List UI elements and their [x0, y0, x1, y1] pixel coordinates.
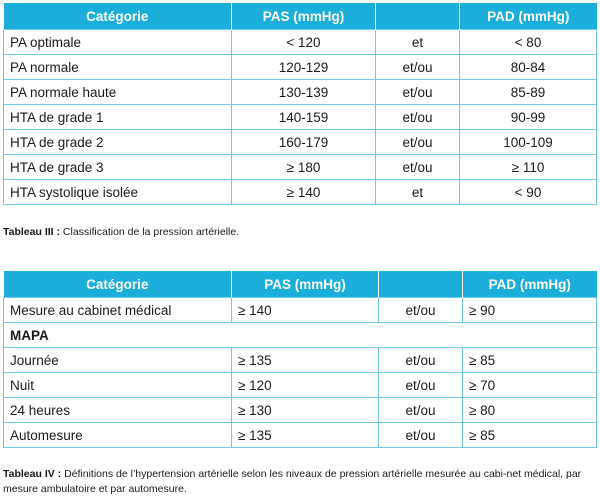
- pas-cell: 130-139: [232, 80, 376, 105]
- connector-cell: et/ou: [376, 155, 460, 180]
- caption-label: Tableau III :: [3, 226, 60, 238]
- pad-cell: 80-84: [460, 55, 597, 80]
- pas-cell: ≥ 135: [232, 423, 379, 448]
- connector-cell: et: [376, 30, 460, 55]
- connector-cell: et/ou: [376, 130, 460, 155]
- connector-cell: et/ou: [379, 373, 463, 398]
- pad-cell: ≥ 80: [463, 398, 597, 423]
- category-cell: Automesure: [4, 423, 232, 448]
- category-cell: PA normale haute: [4, 80, 232, 105]
- table-header-row: [4, 271, 597, 298]
- category-cell: HTA de grade 1: [4, 105, 232, 130]
- category-cell: HTA de grade 2: [4, 130, 232, 155]
- connector-cell: et/ou: [376, 55, 460, 80]
- pad-cell: 85-89: [460, 80, 597, 105]
- pas-cell: 120-129: [232, 55, 376, 80]
- table-caption: [3, 467, 597, 497]
- pad-cell: < 80: [460, 30, 597, 55]
- connector-cell: et/ou: [379, 298, 463, 323]
- table-row: [4, 398, 597, 423]
- category-cell: PA optimale: [4, 30, 232, 55]
- pad-cell: 100-109: [460, 130, 597, 155]
- caption-label: Tableau IV :: [3, 468, 62, 480]
- pad-cell: 90-99: [460, 105, 597, 130]
- category-cell: HTA systolique isolée: [4, 180, 232, 205]
- caption-text: Classification de la pression artérielle.: [59, 226, 240, 238]
- group-label-mapa: MAPA: [4, 323, 597, 348]
- category-cell: PA normale: [4, 55, 232, 80]
- table-row: [4, 130, 597, 155]
- pas-cell: ≥ 130: [232, 398, 379, 423]
- pad-cell: ≥ 85: [463, 423, 597, 448]
- table-row: [4, 55, 597, 80]
- table-caption: [3, 225, 593, 240]
- table-row: [4, 105, 597, 130]
- pas-cell: ≥ 140: [232, 298, 379, 323]
- column-header-categorie: Catégorie: [4, 3, 232, 30]
- column-header-categorie: Catégorie: [4, 271, 232, 298]
- category-cell: 24 heures: [4, 398, 232, 423]
- category-cell: Nuit: [4, 373, 232, 398]
- connector-cell: et/ou: [376, 80, 460, 105]
- column-header-pad: PAD (mmHg): [463, 271, 597, 298]
- column-header-pas: PAS (mmHg): [232, 3, 376, 30]
- pas-cell: ≥ 180: [232, 155, 376, 180]
- connector-cell: et: [376, 180, 460, 205]
- table-row: [4, 298, 597, 323]
- table-header-row: [4, 3, 597, 30]
- table-row: [4, 80, 597, 105]
- connector-cell: et/ou: [376, 105, 460, 130]
- table-row: [4, 373, 597, 398]
- pas-cell: ≥ 135: [232, 348, 379, 373]
- table-row: [4, 180, 597, 205]
- pas-cell: 140-159: [232, 105, 376, 130]
- column-header-connector: [379, 271, 463, 298]
- column-header-pas: PAS (mmHg): [232, 271, 379, 298]
- pas-cell: < 120: [232, 30, 376, 55]
- column-header-connector: [376, 3, 460, 30]
- pad-cell: ≥ 85: [463, 348, 597, 373]
- pas-cell: 160-179: [232, 130, 376, 155]
- column-header-pad: PAD (mmHg): [460, 3, 597, 30]
- category-cell: Mesure au cabinet médical: [4, 298, 232, 323]
- pad-cell: ≥ 110: [460, 155, 597, 180]
- connector-cell: et/ou: [379, 348, 463, 373]
- classification-table: [3, 3, 597, 205]
- table-row: [4, 348, 597, 373]
- pad-cell: < 90: [460, 180, 597, 205]
- group-row: [4, 323, 597, 348]
- caption-text: Définitions de l’hypertension artérielle selon les niveaux de pression artérielle mesurée au cabi-net médical, par mesure ambulatoire et par automesure.: [3, 468, 582, 495]
- pas-cell: ≥ 120: [232, 373, 379, 398]
- pad-cell: ≥ 90: [463, 298, 597, 323]
- pas-cell: ≥ 140: [232, 180, 376, 205]
- definitions-table: [3, 271, 597, 448]
- table-row: [4, 30, 597, 55]
- pad-cell: ≥ 70: [463, 373, 597, 398]
- table-row: [4, 423, 597, 448]
- category-cell: HTA de grade 3: [4, 155, 232, 180]
- table-row: [4, 155, 597, 180]
- category-cell: Journée: [4, 348, 232, 373]
- connector-cell: et/ou: [379, 423, 463, 448]
- connector-cell: et/ou: [379, 398, 463, 423]
